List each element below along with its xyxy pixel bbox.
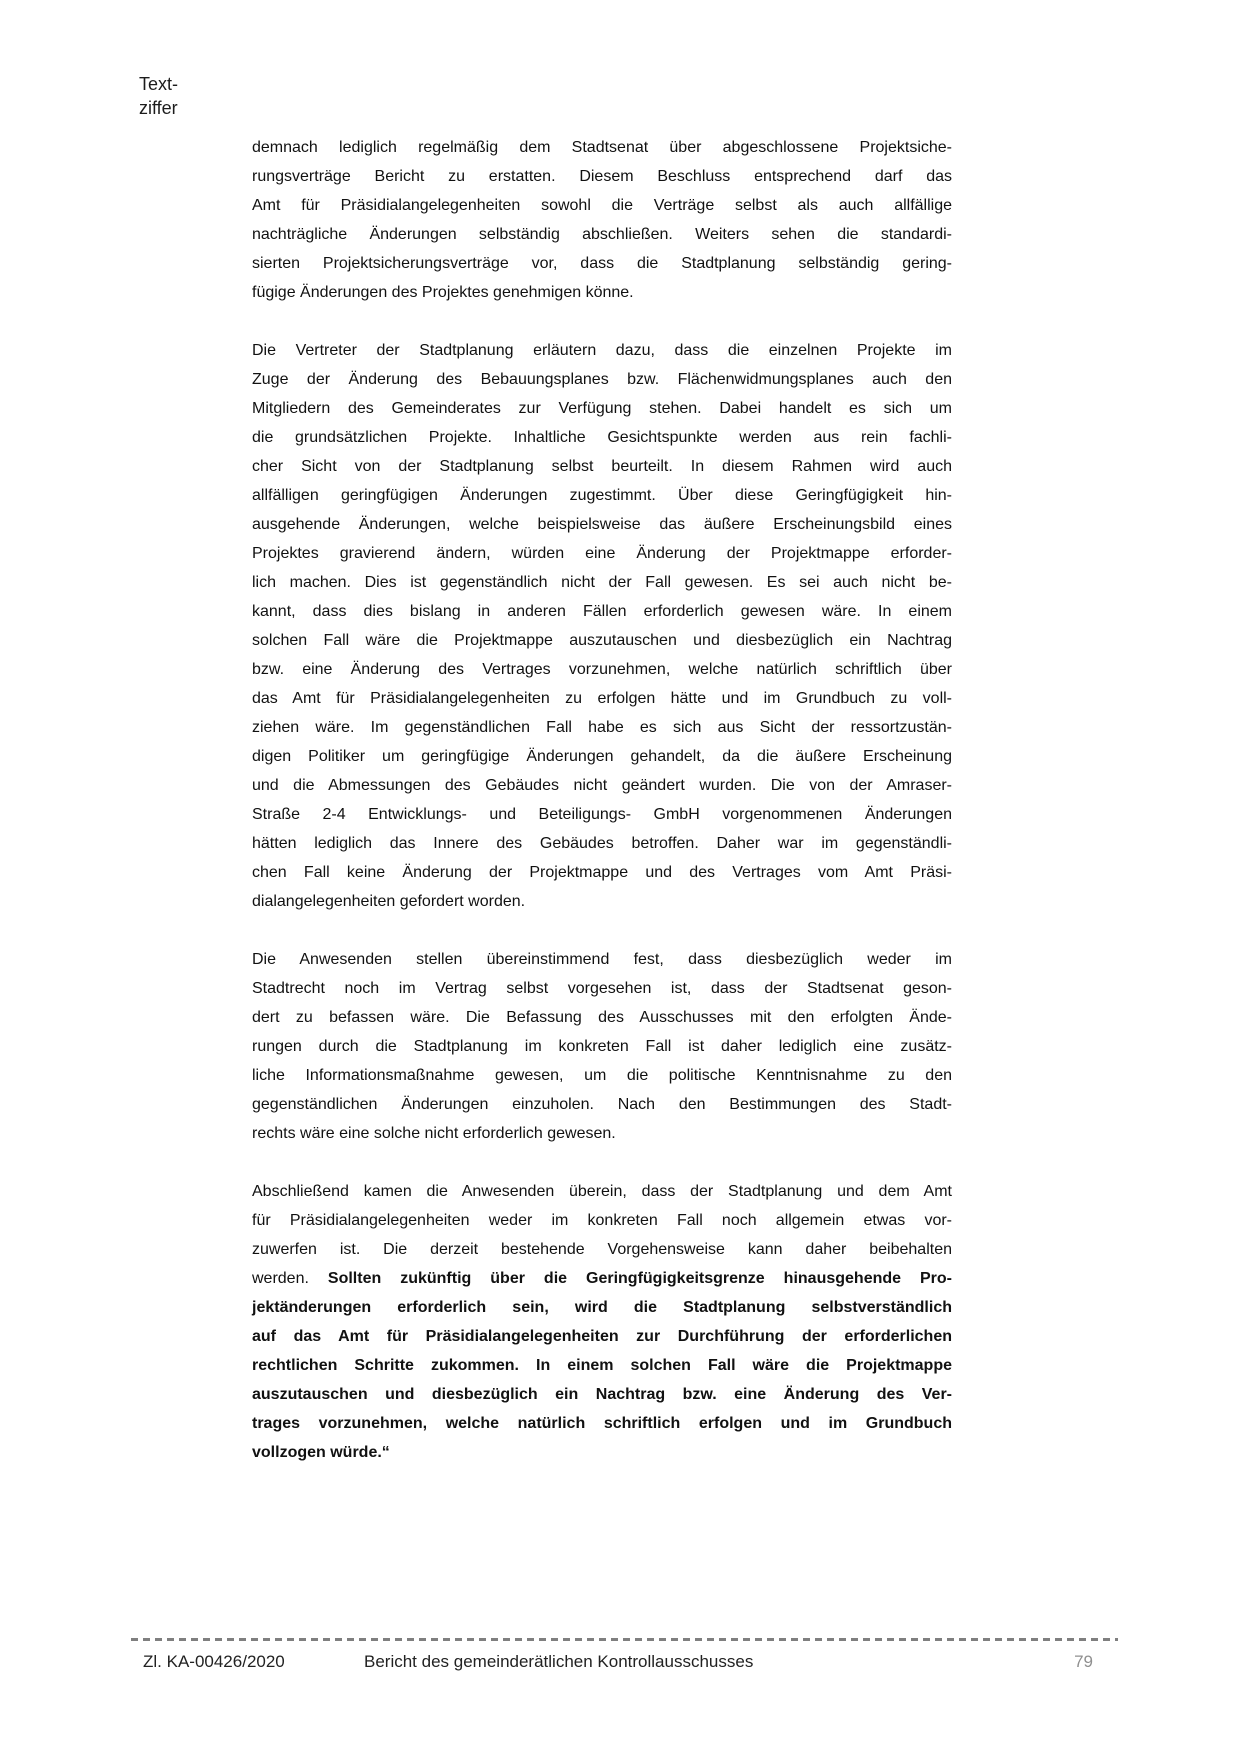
- text-line: cher Sicht von der Stadtplanung selbst beurteilt. In diesem Rahmen wird auch: [252, 458, 952, 475]
- text-line: kannt, dass dies bislang in anderen Fällen erforderlich gewesen wäre. In einem: [252, 603, 952, 620]
- text-line: liche Informationsmaßnahme gewesen, um die politische Kenntnisnahme zu den: [252, 1067, 952, 1084]
- text-line: trages vorzunehmen, welche natürlich schriftlich erfolgen und im Grundbuch: [252, 1415, 952, 1432]
- text-line: Die Anwesenden stellen übereinstimmend fest, dass diesbezüglich weder im: [252, 951, 952, 968]
- text-line: zuwerfen ist. Die derzeit bestehende Vorgehensweise kann daher beibehalten: [252, 1241, 952, 1258]
- text-line: für Präsidialangelegenheiten weder im konkreten Fall noch allgemein etwas vor-: [252, 1212, 952, 1229]
- text-line: sierten Projektsicherungsverträge vor, dass die Stadtplanung selbständig gering-: [252, 255, 952, 272]
- text-line: dert zu befassen wäre. Die Befassung des Ausschusses mit den erfolgten Ände-: [252, 1009, 952, 1026]
- margin-label-line-1: Text-: [139, 74, 179, 94]
- text-line: ziehen wäre. Im gegenständlichen Fall habe es sich aus Sicht der ressortzustän-: [252, 719, 952, 736]
- margin-label-textziffer: [139, 72, 178, 120]
- footer: [143, 1650, 1093, 1674]
- text-line: lich machen. Dies ist gegenständlich nicht der Fall gewesen. Es sei auch nicht be-: [252, 574, 952, 591]
- text-line: Stadtrecht noch im Vertrag selbst vorgesehen ist, dass der Stadtsenat geson-: [252, 980, 952, 997]
- body-text: [252, 133, 952, 1467]
- text-line: jektänderungen erforderlich sein, wird die Stadtplanung selbstverständlich: [252, 1299, 952, 1316]
- text-line: das Amt für Präsidialangelegenheiten zu erfolgen hätte und im Grundbuch zu voll-: [252, 690, 952, 707]
- margin-label-line-2: ziffer: [139, 98, 178, 118]
- text-line: vollzogen würde.“: [252, 1444, 390, 1461]
- text-line: chen Fall keine Änderung der Projektmappe und des Vertrages vom Amt Präsi-: [252, 864, 952, 881]
- text-line: rungen durch die Stadtplanung im konkreten Fall ist daher lediglich eine zusätz-: [252, 1038, 952, 1055]
- text-line: allfälligen geringfügigen Änderungen zugestimmt. Über diese Geringfügigkeit hin-: [252, 487, 952, 504]
- text-line: nachträgliche Änderungen selbständig abschließen. Weiters sehen die standardi-: [252, 226, 952, 243]
- text-line: digen Politiker um geringfügige Änderungen gehandelt, da die äußere Erscheinung: [252, 748, 952, 765]
- text-line: bzw. eine Änderung des Vertrages vorzunehmen, welche natürlich schriftlich über: [252, 661, 952, 678]
- paragraph: [252, 945, 952, 1148]
- text-line: die grundsätzlichen Projekte. Inhaltliche Gesichtspunkte werden aus rein fachli-: [252, 429, 952, 446]
- text-line: rechtlichen Schritte zukommen. In einem solchen Fall wäre die Projektmappe: [252, 1357, 952, 1374]
- text-line: rungsverträge Bericht zu erstatten. Diesem Beschluss entsprechend darf das: [252, 168, 952, 185]
- text-line: dialangelegenheiten gefordert worden.: [252, 893, 526, 910]
- footer-reference: Zl. KA-00426/2020: [143, 1652, 285, 1671]
- footer-divider: [131, 1638, 1118, 1641]
- paragraph: [252, 336, 952, 916]
- paragraph: [252, 133, 952, 307]
- text-line: werden. Sollten zukünftig über die Geringfügigkeitsgrenze hinausgehende Pro-: [252, 1270, 953, 1287]
- text-line: demnach lediglich regelmäßig dem Stadtsenat über abgeschlossene Projektsiche-: [252, 139, 952, 156]
- text-line: Zuge der Änderung des Bebauungsplanes bzw. Flächenwidmungsplanes auch den: [252, 371, 952, 388]
- text-line: fügige Änderungen des Projektes genehmigen könne.: [252, 284, 634, 301]
- footer-title: Bericht des gemeinderätlichen Kontrollausschusses: [364, 1652, 754, 1671]
- text-line: Straße 2-4 Entwicklungs- und Beteiligungs- GmbH vorgenommenen Änderungen: [252, 806, 952, 823]
- text-line: Die Vertreter der Stadtplanung erläutern dazu, dass die einzelnen Projekte im: [252, 342, 952, 359]
- text-line: auf das Amt für Präsidialangelegenheiten zur Durchführung der erforderlichen: [252, 1328, 952, 1345]
- text-line: gegenständlichen Änderungen einzuholen. Nach den Bestimmungen des Stadt-: [252, 1096, 952, 1113]
- text-line: hätten lediglich das Innere des Gebäudes betroffen. Daher war im gegenständli-: [252, 835, 952, 852]
- text-line: Projektes gravierend ändern, würden eine Änderung der Projektmappe erforder-: [252, 545, 952, 562]
- paragraph: [252, 1177, 952, 1467]
- text-line: und die Abmessungen des Gebäudes nicht geändert wurden. Die von der Amraser-: [252, 777, 952, 794]
- text-line: solchen Fall wäre die Projektmappe auszutauschen und diesbezüglich ein Nachtrag: [252, 632, 952, 649]
- text-line: Amt für Präsidialangelegenheiten sowohl die Verträge selbst als auch allfällige: [252, 197, 952, 214]
- text-line: Mitgliedern des Gemeinderates zur Verfügung stehen. Dabei handelt es sich um: [252, 400, 952, 417]
- page-number: 79: [1074, 1652, 1093, 1671]
- text-line: ausgehende Änderungen, welche beispielsweise das äußere Erscheinungsbild eines: [252, 516, 952, 533]
- text-line: auszutauschen und diesbezüglich ein Nachtrag bzw. eine Änderung des Ver-: [252, 1386, 952, 1403]
- text-line: rechts wäre eine solche nicht erforderlich gewesen.: [252, 1125, 616, 1142]
- text-line: Abschließend kamen die Anwesenden überein, dass der Stadtplanung und dem Amt: [252, 1183, 952, 1200]
